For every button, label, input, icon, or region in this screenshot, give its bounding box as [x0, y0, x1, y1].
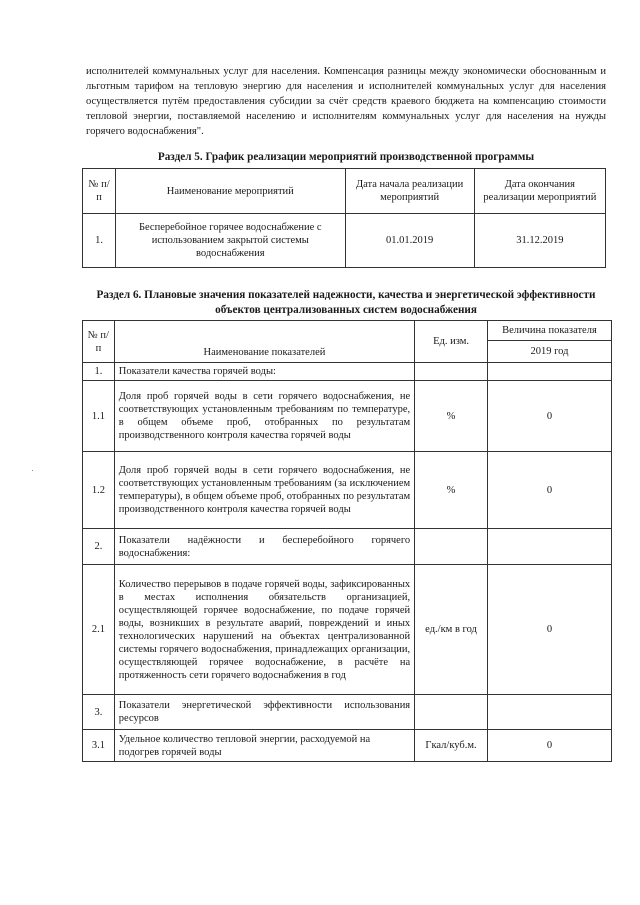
row-value: 0	[487, 381, 611, 452]
row-num: 3.1	[83, 730, 115, 762]
header-name: Наименование мероприятий	[116, 169, 345, 214]
row-name: Удельное количество тепловой энергии, расходуемой на подогрев горячей воды	[114, 730, 414, 762]
row-unit: %	[415, 452, 488, 529]
intro-paragraph: исполнителей коммунальных услуг для населения. Компенсация разницы между экономически обоснованным и льготным тарифом на тепловую энергию для населения и исполнителей коммунальных услуг для населения осуществляется путём предоставления субсидии за счёт средств краевого бюджета на компенсацию стоимости тепловой энергии, поставляемой населению и исполнителям коммунальных услуг для населения на нужды горячего водоснабжения".	[86, 66, 606, 137]
row-name: Количество перерывов в подаче горячей воды, зафиксированных в местах исполнения обязательств организацией, осуществляющей горячее водоснабжение, по подаче горячей воды, возникших в результате аварий, повреждений и иных технологических нарушений на объектах централизованной системы горячего водоснабжения, принадлежащих организации, осуществляющей горячее водоснабжение, в расчёте на протяженность сети горячего водоснабжения в год	[114, 565, 414, 695]
table-row	[83, 565, 612, 695]
row-num: 2.	[83, 529, 115, 565]
row-num: 1.2	[83, 452, 115, 529]
row-start: 01.01.2019	[345, 214, 474, 268]
table-row	[83, 214, 606, 268]
row-num: 1.	[83, 214, 116, 268]
header-value-group: Величина показателя	[487, 321, 611, 341]
row-value: 0	[487, 565, 611, 695]
row-value	[487, 529, 611, 565]
table-row	[83, 363, 612, 381]
row-value: 0	[487, 730, 611, 762]
row-unit	[415, 529, 488, 565]
header-start: Дата начала реализации мероприятий	[345, 169, 474, 214]
table-header-row	[83, 169, 606, 214]
header-num: № п/п	[83, 321, 115, 363]
row-num: 1.1	[83, 381, 115, 452]
header-name: Наименование показателей	[114, 321, 414, 363]
row-unit: ед./км в год	[415, 565, 488, 695]
row-value	[487, 695, 611, 730]
row-name: Доля проб горячей воды в сети горячего водоснабжения, не соответствующих установленным требованиям (за исключением температуры), в общем объеме проб, отобранных по результатам производственного контроля качества горячей воды	[114, 452, 414, 529]
row-unit	[415, 363, 488, 381]
row-value	[487, 363, 611, 381]
section6-table	[82, 320, 612, 762]
row-name: Доля проб горячей воды в сети горячего водоснабжения, не соответствующих установленным требованиям по температуре, в общем объеме проб, отобранных по результатам производственного контроля качества горячей воды	[114, 381, 414, 452]
row-unit: Гкал/куб.м.	[415, 730, 488, 762]
row-unit	[415, 695, 488, 730]
row-name: Показатели качества горячей воды:	[114, 363, 414, 381]
header-end: Дата окончания реализации мероприятий	[474, 169, 605, 214]
row-value: 0	[487, 452, 611, 529]
row-name: Бесперебойное горячее водоснабжение с использованием закрытой системы водоснабжения	[116, 214, 345, 268]
scan-speck	[32, 470, 33, 471]
table-row	[83, 381, 612, 452]
table-row	[83, 695, 612, 730]
table-row	[83, 529, 612, 565]
row-name: Показатели надёжности и бесперебойного горячего водоснабжения:	[114, 529, 414, 565]
row-num: 1.	[83, 363, 115, 381]
section6-title: Раздел 6. Плановые значения показателей надежности, качества и энергетической эффективности объектов централизованных систем водоснабжения	[96, 289, 596, 316]
row-unit: %	[415, 381, 488, 452]
section5-title: Раздел 5. График реализации мероприятий производственной программы	[157, 151, 535, 163]
section5-table	[82, 168, 606, 268]
row-num: 2.1	[83, 565, 115, 695]
table-row	[83, 452, 612, 529]
header-year: 2019 год	[487, 341, 611, 363]
table-header-row	[83, 321, 612, 341]
row-name: Показатели энергетической эффективности использования ресурсов	[114, 695, 414, 730]
header-unit: Ед. изм.	[415, 321, 488, 363]
row-num: 3.	[83, 695, 115, 730]
row-end: 31.12.2019	[474, 214, 605, 268]
header-num: № п/п	[83, 169, 116, 214]
table-row	[83, 730, 612, 762]
